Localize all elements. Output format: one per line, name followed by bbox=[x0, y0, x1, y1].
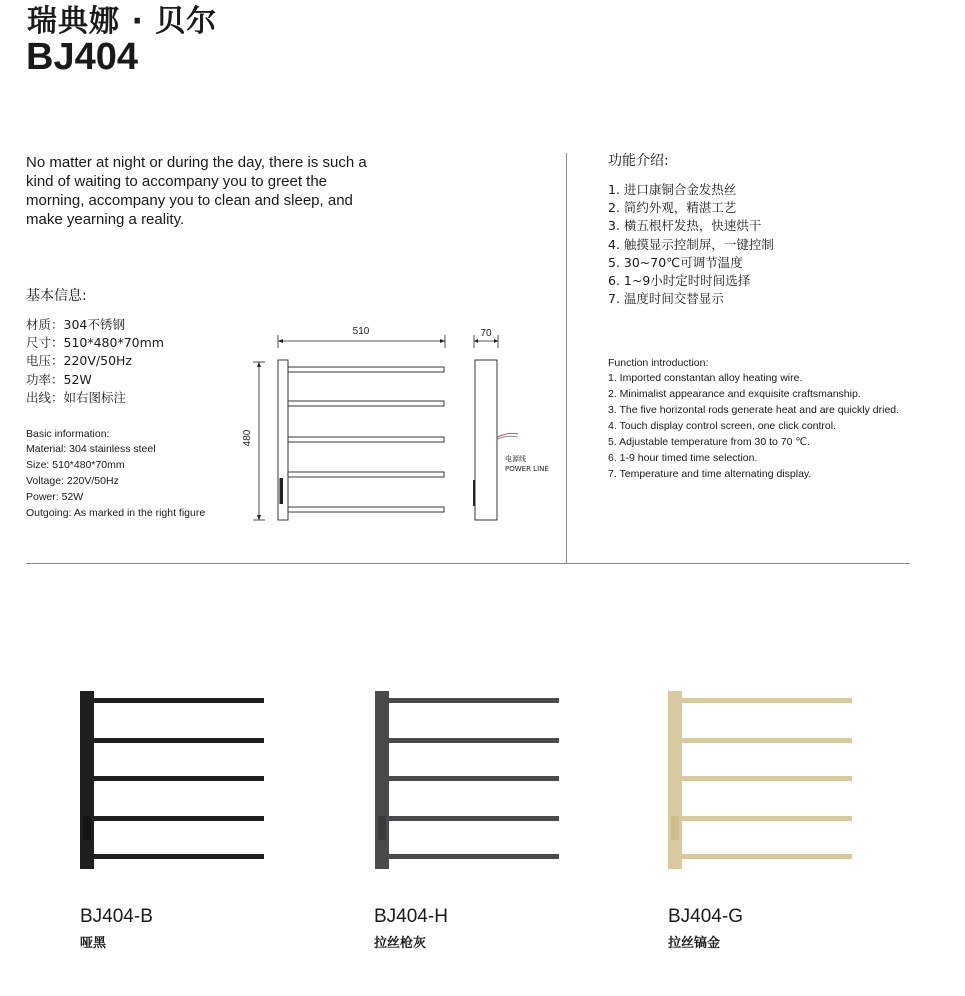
heating-bar bbox=[92, 698, 264, 703]
variant-code: BJ404-G bbox=[668, 906, 743, 927]
function-item: 6. 1~9小时定时时间选择 bbox=[608, 273, 751, 289]
heating-bar bbox=[680, 698, 852, 703]
variant-name: 拉丝枪灰 bbox=[374, 936, 427, 951]
function-item: 7. Temperature and time alternating display. bbox=[608, 468, 812, 480]
heating-bar bbox=[92, 776, 264, 781]
control-panel bbox=[378, 816, 386, 840]
basic-info-title-cn: 基本信息: bbox=[26, 288, 87, 304]
heating-bar bbox=[680, 776, 852, 781]
heating-bar bbox=[288, 437, 444, 442]
heating-bar bbox=[387, 776, 559, 781]
product-image-gunmetal bbox=[373, 688, 563, 873]
variant-name: 哑黑 bbox=[80, 936, 107, 951]
variant-name: 拉丝镐金 bbox=[668, 936, 721, 951]
rail-frame bbox=[375, 691, 389, 869]
spec-item: 电压：220V/50Hz bbox=[26, 353, 132, 369]
spec-item: 尺寸：510*480*70mm bbox=[26, 335, 164, 351]
control-panel bbox=[83, 816, 91, 840]
functions-title-en: Function introduction: bbox=[608, 357, 709, 369]
spec-item: 出线：如右图标注 bbox=[26, 389, 127, 405]
heating-bar bbox=[288, 401, 444, 406]
power-line-label-en: POWER LINE bbox=[505, 465, 549, 473]
product-image-gold bbox=[666, 688, 856, 873]
width-dimension-label: 510 bbox=[352, 326, 370, 337]
power-line-label-cn: 电源线 bbox=[505, 455, 526, 463]
variant-code: BJ404-H bbox=[374, 906, 448, 927]
heating-bar bbox=[387, 816, 559, 821]
spec-item: Voltage: 220V/50Hz bbox=[26, 475, 119, 487]
rail-frame bbox=[80, 691, 94, 869]
basic-info-list-en bbox=[26, 441, 205, 521]
basic-info-title-en: Basic information: bbox=[26, 428, 110, 440]
function-item: 7. 温度时间交替显示 bbox=[608, 291, 724, 307]
control-panel-outline bbox=[280, 478, 284, 504]
spec-item: 材质：304不锈钢 bbox=[26, 317, 125, 332]
model-title: BJ404 bbox=[26, 36, 138, 78]
variant-code: BJ404-B bbox=[80, 906, 153, 927]
heating-bar bbox=[387, 738, 559, 743]
spec-item: Size: 510*480*70mm bbox=[26, 459, 125, 471]
heating-bar bbox=[680, 738, 852, 743]
heating-bar bbox=[92, 854, 264, 859]
side-view-frame bbox=[475, 360, 497, 520]
heating-bar bbox=[680, 816, 852, 821]
function-item: 1. 进口康铜合金发热丝 bbox=[608, 182, 737, 197]
horizontal-divider bbox=[26, 563, 910, 564]
spec-item: 功率：52W bbox=[26, 371, 92, 387]
function-item: 5. 30~70℃可调节温度 bbox=[608, 254, 743, 270]
vertical-divider bbox=[566, 153, 567, 563]
product-image-black bbox=[78, 688, 268, 873]
basic-info-list-cn bbox=[26, 316, 164, 407]
function-item: 3. 横五根杆发热，快速烘干 bbox=[608, 218, 762, 234]
heating-bar bbox=[92, 738, 264, 743]
heating-bar bbox=[288, 472, 444, 477]
function-item: 4. 触摸显示控制屏，一键控制 bbox=[608, 236, 774, 252]
height-dimension-label: 480 bbox=[242, 429, 253, 447]
function-item: 6. 1-9 hour timed time selection. bbox=[608, 452, 758, 464]
heating-bar bbox=[288, 367, 444, 372]
function-item: 2. 简约外观，精湛工艺 bbox=[608, 200, 737, 216]
heating-bar bbox=[92, 816, 264, 821]
rail-frame bbox=[668, 691, 682, 869]
function-item: 1. Imported constantan alloy heating wire. bbox=[608, 372, 803, 384]
heating-bar bbox=[387, 854, 559, 859]
control-panel bbox=[671, 816, 679, 840]
dimension-diagram bbox=[236, 320, 566, 530]
function-item: 2. Minimalist appearance and exquisite craftsmanship. bbox=[608, 388, 861, 400]
functions-list-en bbox=[608, 370, 899, 482]
function-item: 5. Adjustable temperature from 30 to 70 ℃. bbox=[608, 436, 811, 448]
function-item: 4. Touch display control screen, one click control. bbox=[608, 420, 837, 432]
spec-item: Material: 304 stainless steel bbox=[26, 443, 156, 455]
spec-item: Outgoing: As marked in the right figure bbox=[26, 507, 206, 519]
intro-paragraph: No matter at night or during the day, there is such a kind of waiting to accompany you to greet the morning, accompany you to clean and sleep, and make yearning a reality. bbox=[26, 154, 367, 228]
function-item: 3. The five horizontal rods generate heat and are quickly dried. bbox=[608, 404, 900, 416]
spec-item: Power: 52W bbox=[26, 491, 84, 503]
depth-dimension-label: 70 bbox=[480, 328, 492, 339]
functions-list-cn bbox=[608, 181, 774, 308]
heating-bar bbox=[288, 507, 444, 512]
heating-bar bbox=[680, 854, 852, 859]
brand-name-cn: 瑞典娜 · 贝尔 bbox=[27, 4, 218, 39]
heating-bar bbox=[387, 698, 559, 703]
functions-title-cn: 功能介绍: bbox=[608, 153, 669, 169]
